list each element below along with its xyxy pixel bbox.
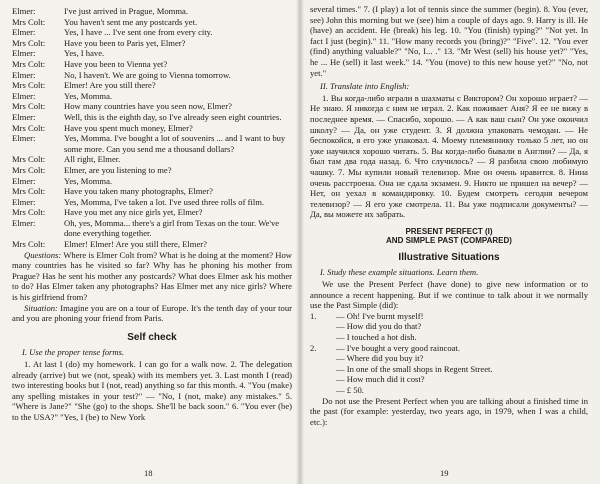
dialogue-line <box>12 218 292 239</box>
dialogue-line <box>12 80 292 91</box>
example-number <box>310 321 322 332</box>
dialogue-line <box>12 186 292 197</box>
dialogue-line <box>12 197 292 208</box>
speech-text: How many countries have you seen now, Elmer? <box>64 101 232 112</box>
speaker-name: Elmer: <box>12 111 36 122</box>
example-text: — I've bought a very good raincoat. <box>336 342 460 353</box>
intro-paragraph: We use the Present Perfect (have done) to give new information or to announce a recent happening. But if we continue to talk about it we normally use the Past Simple (did): <box>310 279 588 311</box>
dialogue-line <box>12 207 292 218</box>
speech-text: Elmer, are you listening to me? <box>64 164 172 175</box>
right-page <box>300 0 600 484</box>
example-line <box>310 321 588 332</box>
speech-text: Oh, yes, Momma... there's a girl from Texas on the tour. We've done everything together. <box>64 217 280 239</box>
speech-text: Yes, Momma. <box>64 90 113 101</box>
speaker-name: Mrs Colt: <box>12 207 46 218</box>
dialogue-line <box>12 17 292 28</box>
example-text: — How did you do that? <box>336 321 422 332</box>
dialogue-line <box>12 165 292 176</box>
dialogue-line <box>12 48 292 59</box>
example-text: — Oh! I've burnt myself! <box>336 310 424 321</box>
example-situation <box>310 343 588 396</box>
speaker-name: Elmer: <box>12 69 36 80</box>
speaker-name: Mrs Colt: <box>12 101 46 112</box>
speech-text: You haven't sent me any postcards yet. <box>64 16 198 27</box>
speaker-name: Elmer: <box>12 6 36 16</box>
questions-text: Where is Elmer Colt from? What is he doing at the moment? How many countries has he visited so far? Why has he phoning his mother from Prague? Has he sent his mother any postcards? What does Elmer ask his mother to do? Has Elmer taken any photographs? Has Elmer met any nice girls? Where is his girlfriend from? <box>12 249 292 303</box>
example-number <box>310 332 322 343</box>
example-number <box>310 385 322 396</box>
page-number-right: 19 <box>440 468 449 478</box>
speech-text: Have you spent much money, Elmer? <box>64 122 193 133</box>
dialogue-line <box>12 27 292 38</box>
speech-text: Yes, Momma, I've taken a lot. I've used three rolls of film. <box>64 196 265 207</box>
dialogue-line <box>12 6 292 17</box>
example-number <box>310 353 322 364</box>
study-instruction: I. Study these example situations. Learn them. <box>320 267 479 278</box>
speech-text: Have you taken many photographs, Elmer? <box>64 186 213 197</box>
speaker-name: Elmer: <box>12 133 36 144</box>
example-line <box>310 385 588 396</box>
book-gutter <box>296 0 304 484</box>
dialogue-line <box>12 101 292 112</box>
example-number: 2. <box>310 342 317 353</box>
dialogue-line <box>12 176 292 187</box>
speaker-name: Elmer: <box>12 48 36 59</box>
example-text: — How much did it cost? <box>336 374 425 385</box>
speech-text: Yes, Momma. I've bought a lot of souvenirs ... and I want to buy some more. Can you send me a thousand dollars? <box>64 133 286 154</box>
speech-text: Well, this is the eighth day, so I've already seen eight countries. <box>64 111 282 122</box>
situation-paragraph <box>12 303 292 324</box>
self-check-instruction: I. Use the proper tense forms. <box>22 347 125 358</box>
translate-exercise: 1. Вы когда-либо играли в шахматы с Виктором? Он хорошо играет? — Не знаю. Я никогда с ним не играл. 2. Как поживает Аня? Я ее не вижу в последнее время. — Спасибо, хорошо. — А как ваш сын? Он уже окончил школу? — Да, он уже студент. 3. Я должна упаковать чемодан. — Не беспокойся, я его уже упаковал. 4. Моему племяннику только 5 лет, но он уже научился хорошо читать. 5. Вы когда-либо бывали в Англии? — Да, я был там два года назад. 6. Что случилось? — Я разбила свою любимую чашку. 7. Мы купили новый телевизор. Мне он очень нравится. 8. Нина очень расстроена. Она не сдала экзамен. 9. Никто не пришел на вечер? — Нет, он уехал в командировку. 10. Будем смотреть сегодня вечером телевизор? — Я его уже смотрела. 11. Вы уже подписали документы? — Да, вы можете их забрать. <box>310 92 588 220</box>
example-text: — I touched a hot dish. <box>336 332 417 343</box>
dialogue-line <box>12 154 292 165</box>
example-line <box>310 332 588 343</box>
example-number <box>310 364 322 375</box>
self-check-heading: Self check <box>127 331 177 343</box>
dialogue-line <box>12 123 292 134</box>
example-number: 1. <box>310 310 317 321</box>
speech-text: All right, Elmer. <box>64 154 121 165</box>
speaker-name: Mrs Colt: <box>12 37 46 48</box>
speech-text: Elmer! Are you still there? <box>64 80 156 91</box>
speaker-name: Mrs Colt: <box>12 186 46 197</box>
speech-text: Yes, I have. <box>64 48 105 59</box>
example-line <box>310 311 588 322</box>
speech-text: I've just arrived in Prague, Momma. <box>64 6 188 16</box>
speech-text: Have you met any nice girls yet, Elmer? <box>64 207 203 218</box>
closing-paragraph: Do not use the Present Perfect when you are talking about a finished time in the past (for example: yesterday, two years ago, in 1979, when I was a child, etc.): <box>310 395 588 427</box>
speaker-name: Mrs Colt: <box>12 239 46 250</box>
speech-text: Yes, I have ... I've sent one from every city. <box>64 27 213 38</box>
dialogue-line <box>12 38 292 49</box>
section-heading-line1: PRESENT PERFECT (I) <box>405 226 493 236</box>
speaker-name: Elmer: <box>12 90 36 101</box>
speaker-name: Mrs Colt: <box>12 154 46 165</box>
example-text: — Where did you buy it? <box>336 353 424 364</box>
speaker-name: Mrs Colt: <box>12 58 46 69</box>
speaker-name: Mrs Colt: <box>12 16 46 27</box>
example-line <box>310 353 588 364</box>
dialogue-line <box>12 239 292 250</box>
example-number <box>310 374 322 385</box>
speech-text: Have you been to Paris yet, Elmer? <box>64 37 186 48</box>
questions-paragraph <box>12 250 292 303</box>
dialogue <box>12 6 292 250</box>
dialogue-line <box>12 91 292 102</box>
examples-list <box>310 311 588 396</box>
speaker-name: Elmer: <box>12 175 36 186</box>
page-number-left: 18 <box>144 468 153 478</box>
dialogue-line <box>12 70 292 81</box>
self-check-exercise: 1. At last I (do) my homework. I can go for a walk now. 2. The delegation already (arrive) but we (not, speak) with its members yet. 3. Last month I (read) two interesting books but I (not, read) anything so far this month. 4. "You (make) any spelling mistakes in your test?" — "No, I (not, make) any mistakes." 5. "Where is Jane?" "She (go) to the shops. She'll be back soon." 6. "You ever (be) to the USA?" "Yes, I (be) to New York <box>12 359 292 422</box>
questions-label: Questions: <box>24 249 62 260</box>
illustrative-heading: Illustrative Situations <box>398 251 500 263</box>
example-line <box>310 343 588 354</box>
example-text: — £ 50. <box>336 385 364 395</box>
speaker-name: Elmer: <box>12 196 36 207</box>
dialogue-line <box>12 112 292 123</box>
example-line <box>310 374 588 385</box>
speech-text: Elmer! Elmer! Are you still there, Elmer? <box>64 239 207 250</box>
dialogue-line <box>12 133 292 154</box>
section-heading <box>310 227 588 246</box>
section-heading-line2: AND SIMPLE PAST (COMPARED) <box>386 236 512 246</box>
speech-text: Yes, Momma. <box>64 175 113 186</box>
translate-instruction: II. Translate into English: <box>320 81 410 92</box>
example-line <box>310 364 588 375</box>
example-situation <box>310 311 588 343</box>
speaker-name: Mrs Colt: <box>12 122 46 133</box>
speech-text: No, I haven't. We are going to Vienna tomorrow. <box>64 69 231 80</box>
speaker-name: Elmer: <box>12 217 36 228</box>
example-text: — In one of the small shops in Regent Street. <box>336 363 493 374</box>
exercise-continuation: several times." 7. (I play) a lot of tennis since the summer (begin). 8. You (ever, see) John this morning but we (see) him a couple of days ago. 9. Harry is ill. He (have) an accident. He (break) his leg. 10. "You (finish) typing?" "Not yet. In fact I just (begin)." 11. "How many records you (bring)?" "Five". 12. "You ever (find) anything valuable?" "No, I... ." 13. "Mr West (sell) his house yet?" "Yes, he ... He (sell) it last week." 14. "You (move) to this new house yet?" "No, not yet." <box>310 4 588 78</box>
speaker-name: Mrs Colt: <box>12 164 46 175</box>
situation-text: Imagine you are on a tour of Europe. It's the tenth day of your tour and you are phoning your friend from Paris. <box>12 302 292 324</box>
situation-label: Situation: <box>24 302 58 313</box>
speaker-name: Elmer: <box>12 27 36 38</box>
dialogue-line <box>12 59 292 70</box>
speech-text: Have you been to Vienna yet? <box>64 58 168 69</box>
speaker-name: Mrs Colt: <box>12 80 46 91</box>
